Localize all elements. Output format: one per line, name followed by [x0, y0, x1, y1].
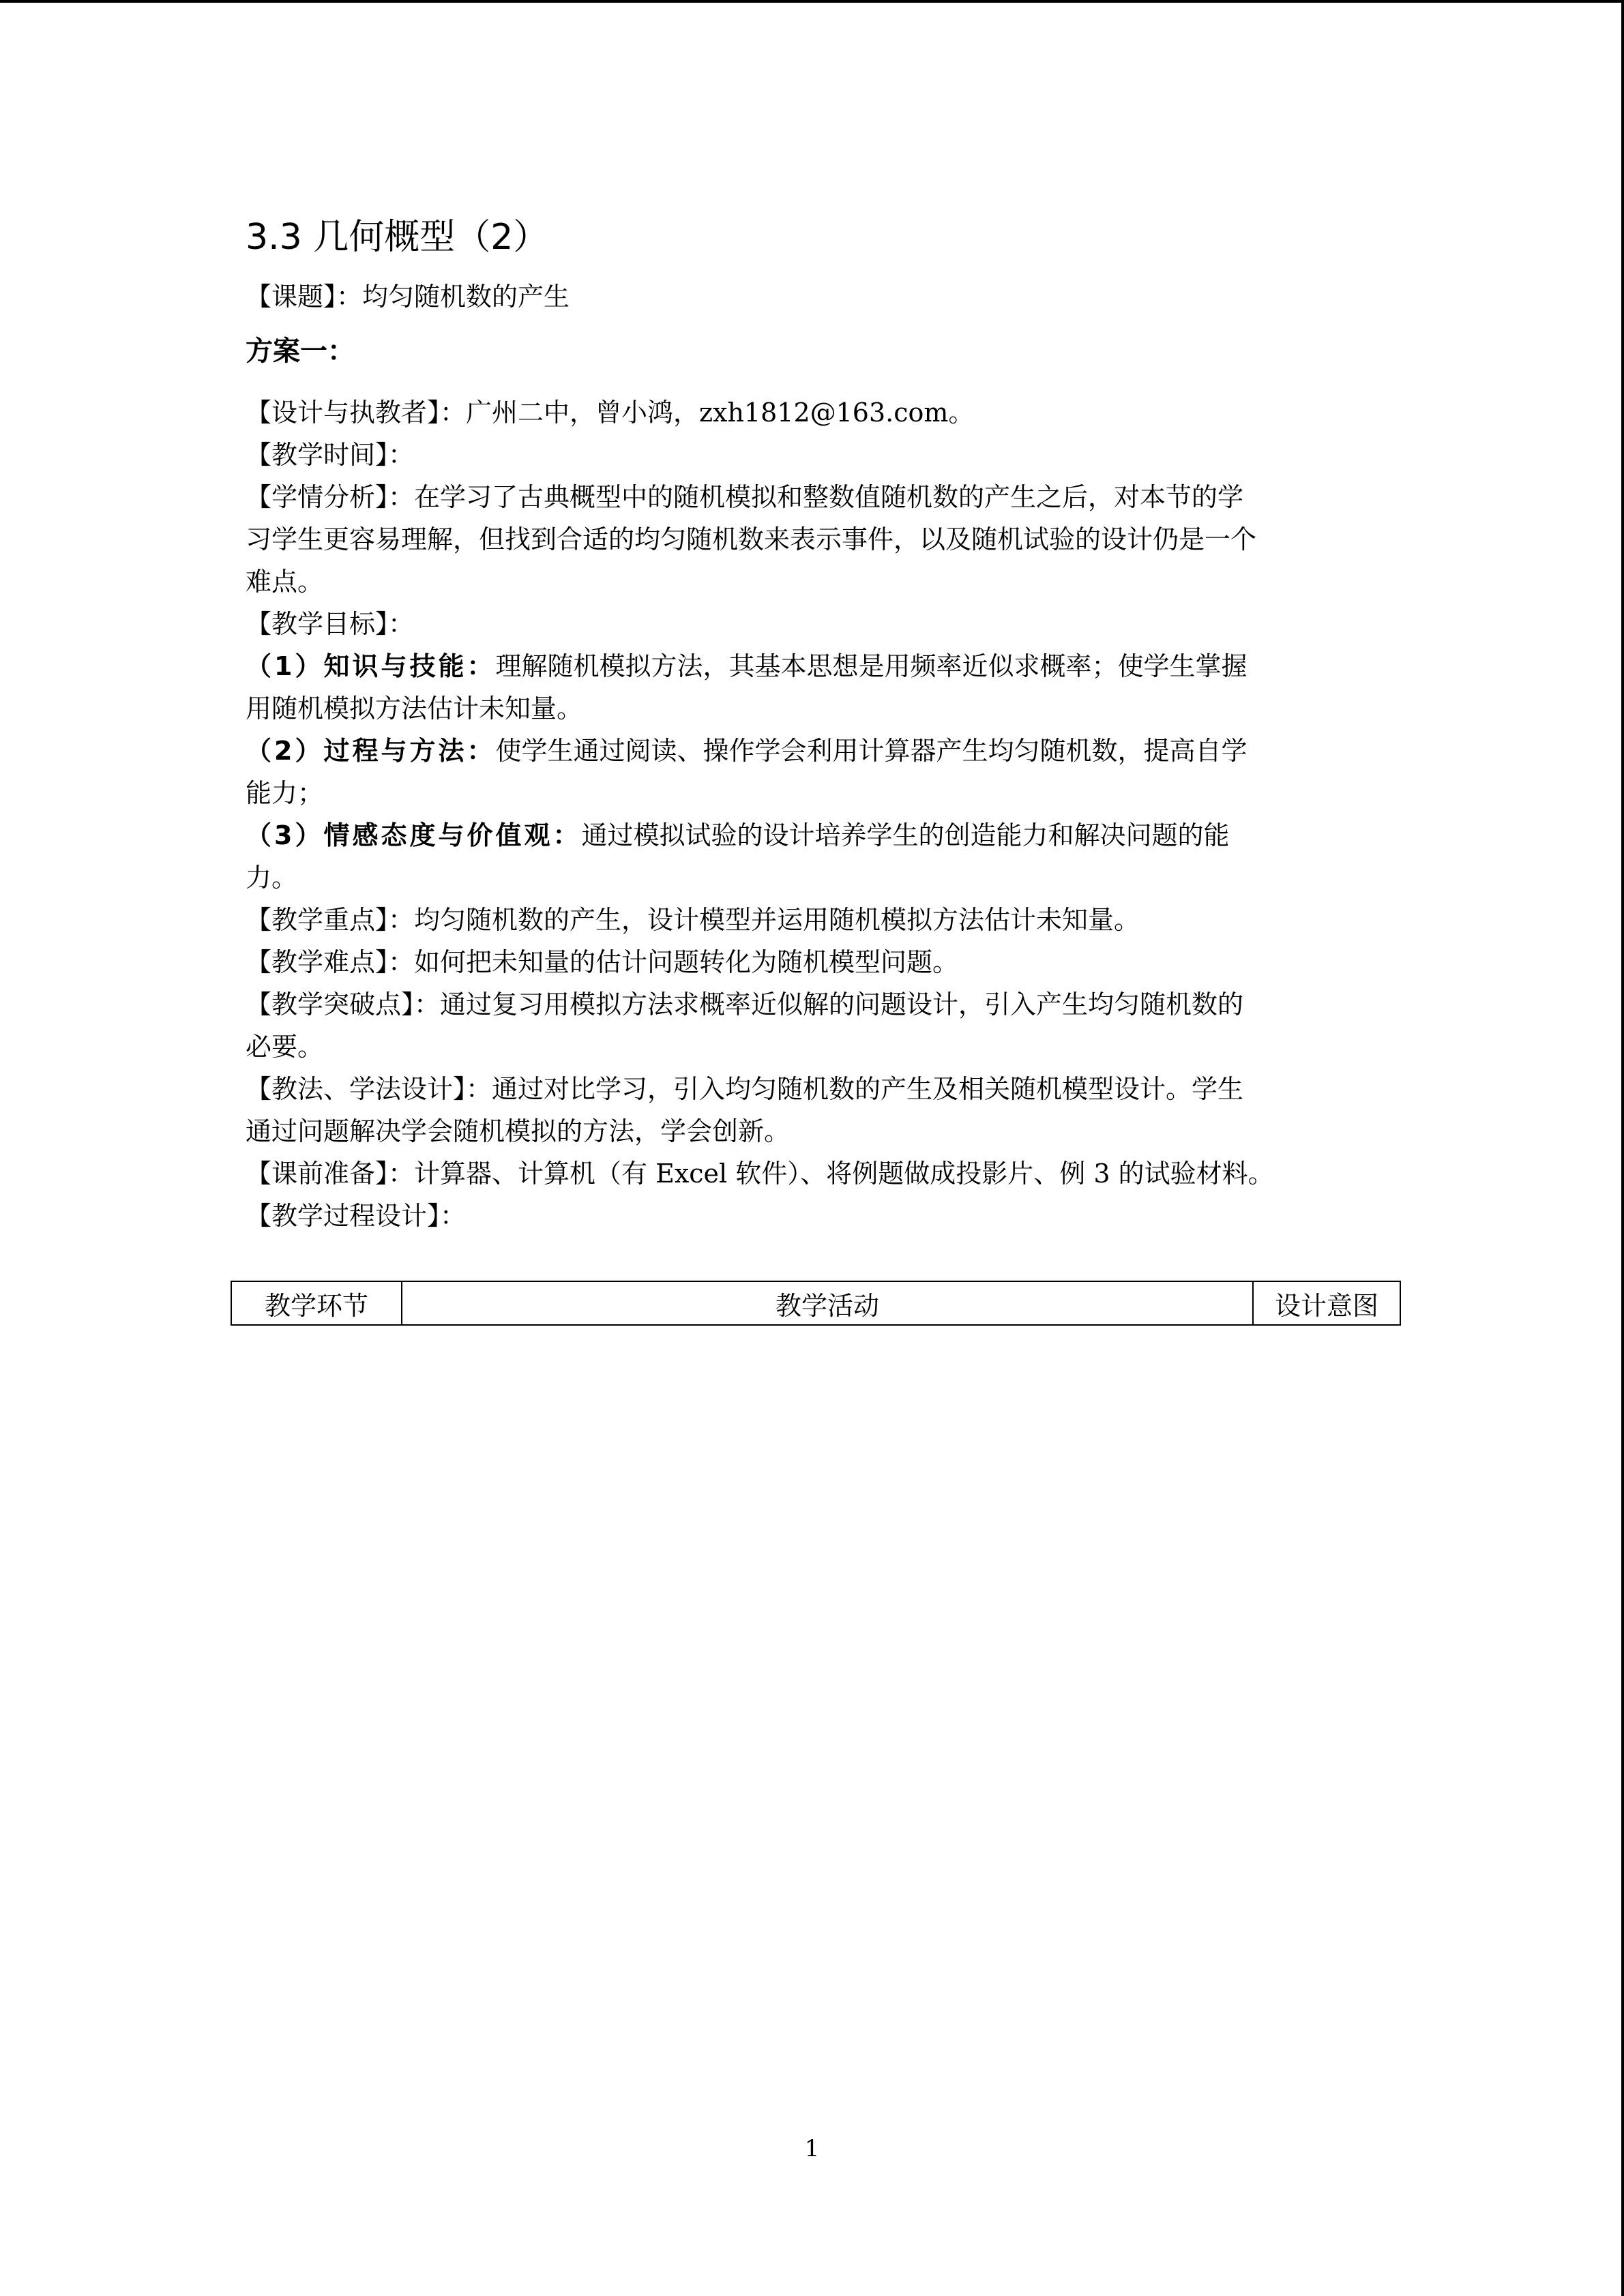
analysis-line-3: 难点。	[246, 567, 324, 597]
goal-2-label: （2）过程与方法：	[246, 736, 496, 766]
goal-1-text-a: 理解随机模拟方法，其基本思想是用频率近似求概率；使学生掌握	[495, 651, 1247, 681]
page-title: 3.3 几何概型（2）	[246, 217, 549, 258]
plan-heading: 方案一：	[246, 336, 355, 367]
goal-2-text-a: 使学生通过阅读、操作学会利用计算器产生均匀随机数，提高自学	[495, 736, 1247, 766]
lesson-design-table-wrap	[231, 1281, 1401, 1326]
subject-line: 【课题】：均匀随机数的产生	[246, 282, 570, 312]
header-design-intent: 设计意图	[1253, 1281, 1400, 1325]
key-point-line: 【教学重点】：均匀随机数的产生，设计模型并运用随机模拟方法估计未知量。	[246, 905, 1140, 935]
method-line-1: 【教法、学法设计】：通过对比学习，引入均匀随机数的产生及相关随机模型设计。学生	[246, 1074, 1244, 1104]
process-line: 【教学过程设计】：	[246, 1201, 467, 1231]
lesson-design-table	[231, 1281, 1401, 1326]
goal-3-line-1	[246, 814, 1378, 856]
goal-1-label: （1）知识与技能：	[246, 651, 496, 681]
goal-2-line-1	[246, 730, 1378, 772]
goals-line: 【教学目标】：	[246, 609, 415, 639]
prep-line: 【课前准备】：计算器、计算机（有 Excel 软件）、将例题做成投影片、例 3 的试验材料。	[246, 1159, 1274, 1189]
goal-1-line-1	[246, 645, 1378, 687]
goal-3-line-2: 力。	[246, 863, 298, 893]
breakthrough-line-2: 必要。	[246, 1032, 324, 1062]
page-number: 1	[804, 2135, 820, 2162]
goal-2-line-2: 能力；	[246, 778, 324, 808]
table-header-row	[231, 1281, 1400, 1325]
goal-1-line-2: 用随机模拟方法估计未知量。	[246, 694, 583, 724]
header-teaching-activity: 教学活动	[402, 1281, 1253, 1325]
header-teaching-stage: 教学环节	[231, 1281, 402, 1325]
goal-3-label: （3）情感态度与价值观：	[246, 820, 582, 850]
page-top-border	[0, 0, 1624, 3]
time-line: 【教学时间】：	[246, 440, 415, 470]
document-body	[246, 205, 1378, 1237]
method-line-2: 通过问题解决学会随机模拟的方法，学会创新。	[246, 1116, 791, 1146]
page-right-border	[1621, 0, 1624, 2296]
analysis-line-1: 【学情分析】：在学习了古典概型中的随机模拟和整数值随机数的产生之后，对本节的学	[246, 482, 1244, 512]
difficulty-line: 【教学难点】：如何把未知量的估计问题转化为随机模型问题。	[246, 947, 959, 977]
designer-line: 【设计与执教者】：广州二中，曾小鸿，zxh1812@163.com。	[246, 398, 975, 428]
goal-3-text-a: 通过模拟试验的设计培养学生的创造能力和解决问题的能	[581, 820, 1230, 850]
breakthrough-line-1: 【教学突破点】：通过复习用模拟方法求概率近似解的问题设计，引入产生均匀随机数的	[246, 989, 1244, 1019]
analysis-line-2: 习学生更容易理解，但找到合适的均匀随机数来表示事件，以及随机试验的设计仍是一个	[246, 524, 1257, 554]
